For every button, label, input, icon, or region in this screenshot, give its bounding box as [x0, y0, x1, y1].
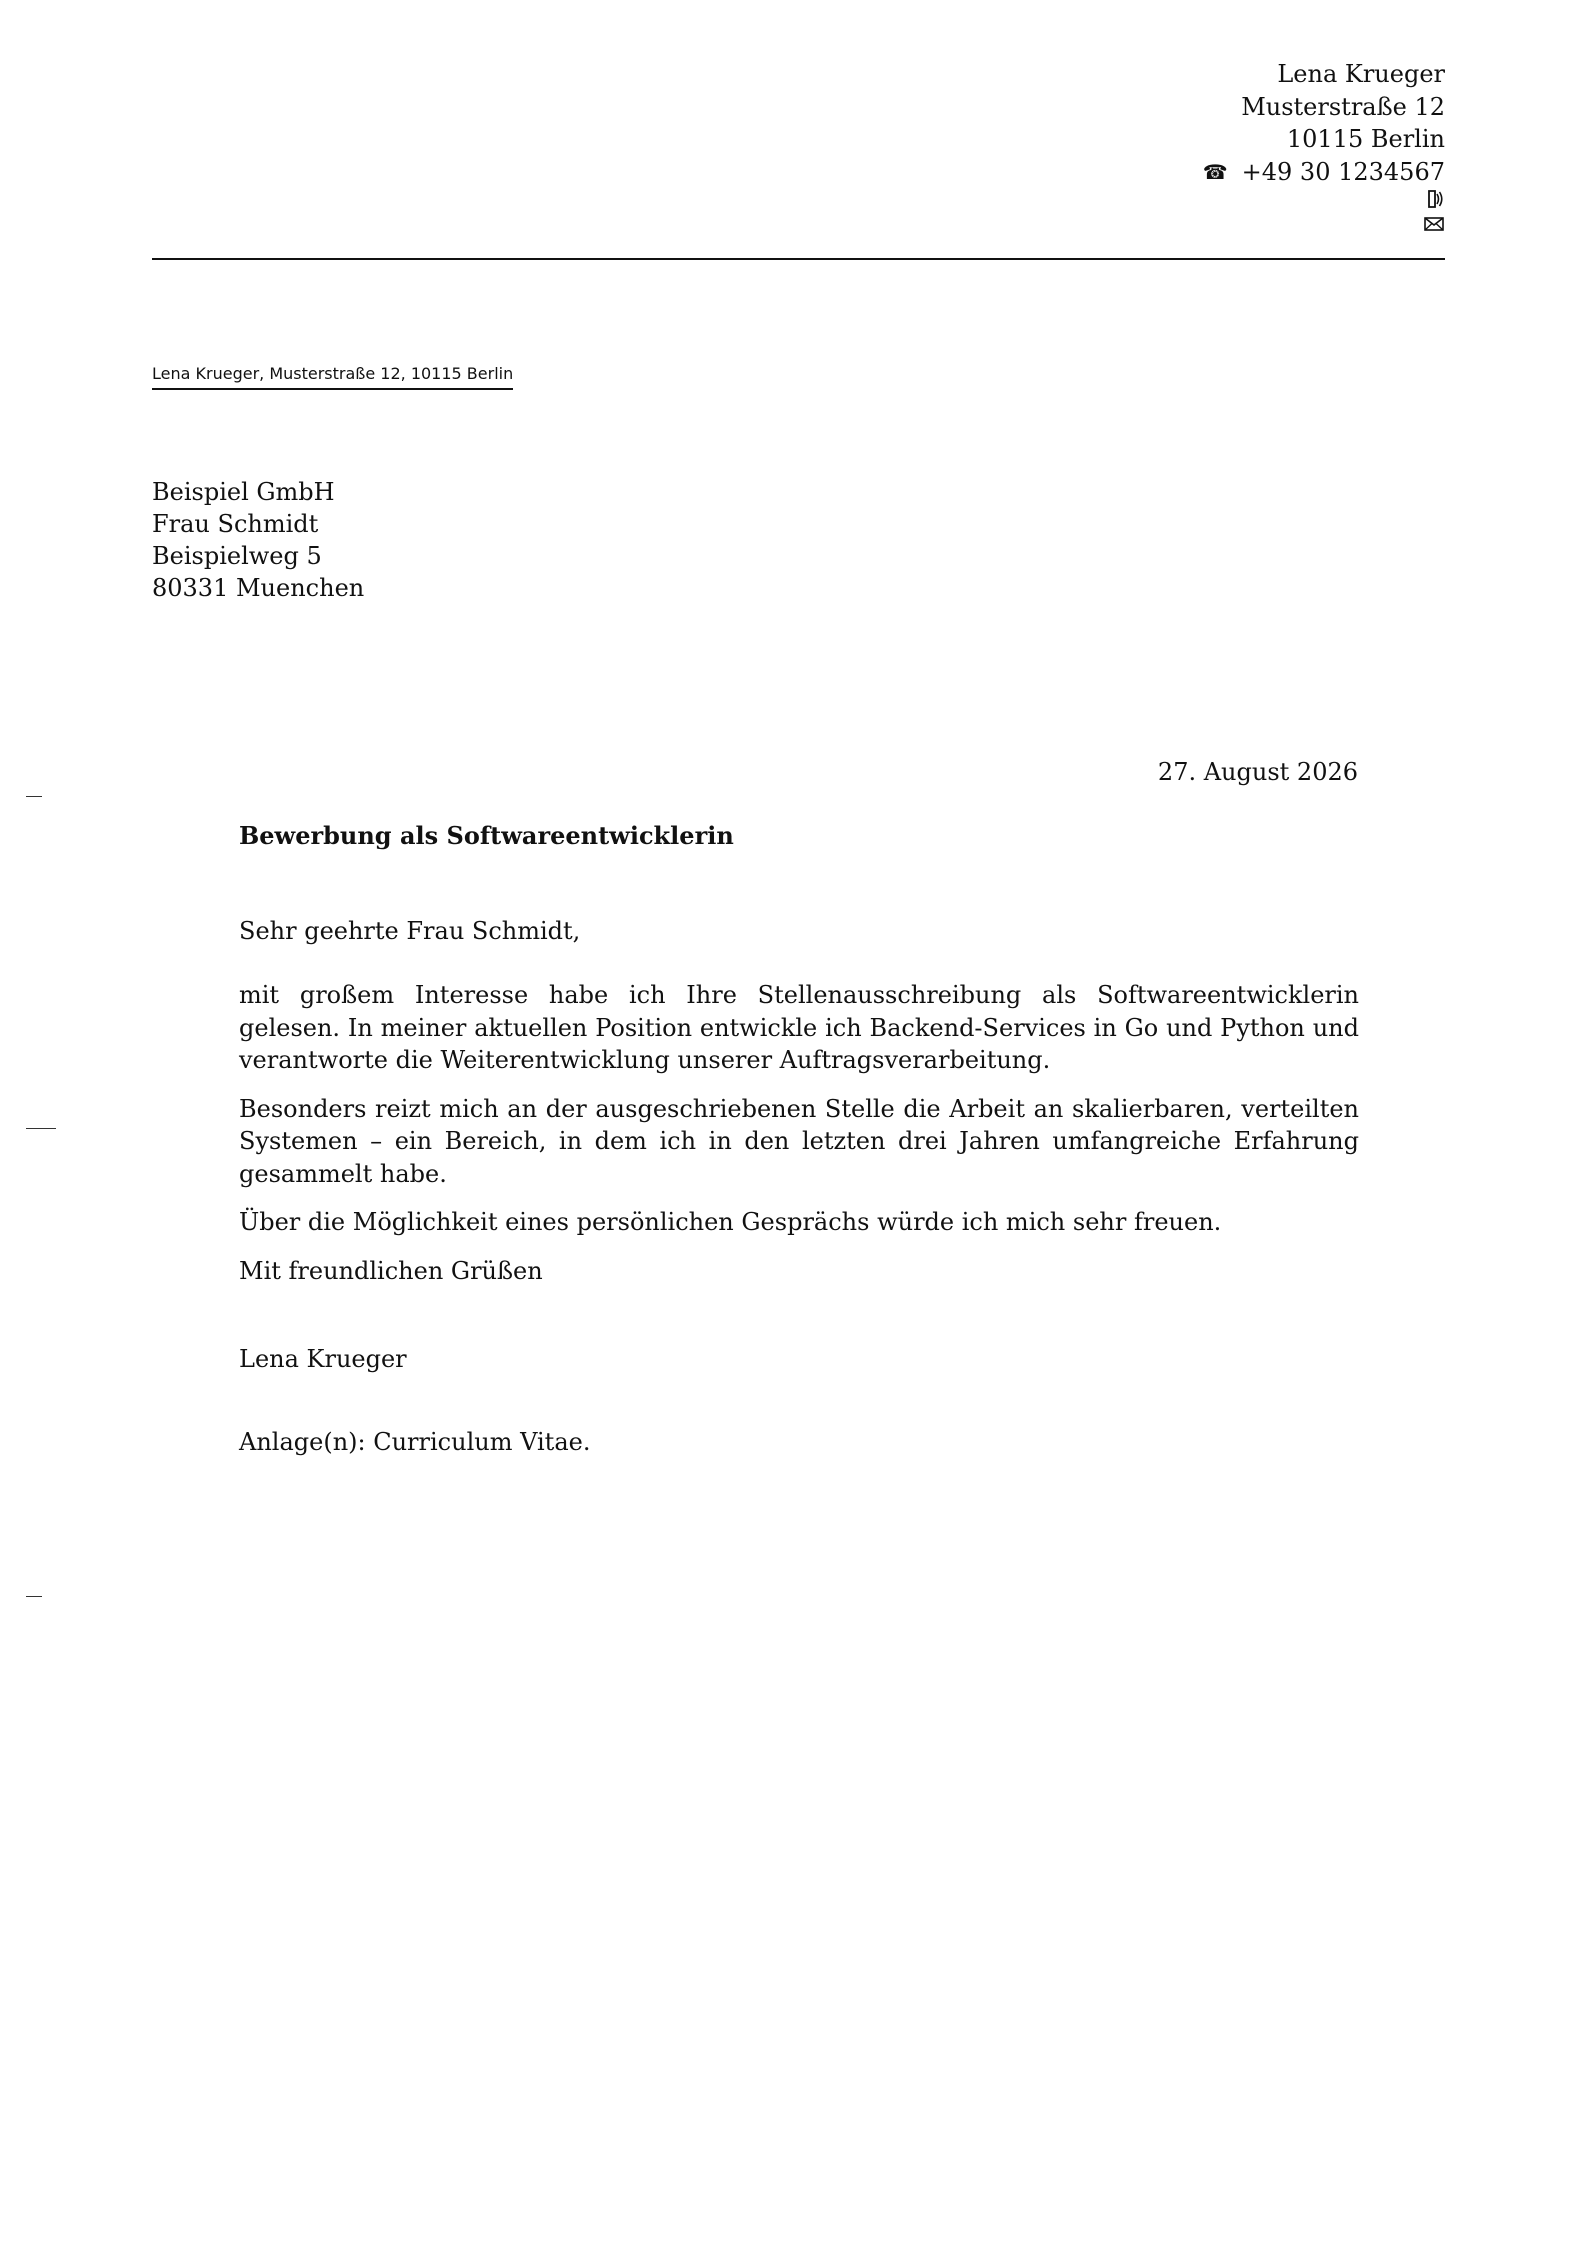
envelope-icon	[1423, 215, 1445, 238]
letter-content	[239, 820, 1359, 1458]
letter-subject: Bewerbung als Softwareentwicklerin	[239, 821, 734, 850]
letter-salutation: Sehr geehrte Frau Schmidt,	[239, 916, 581, 945]
letter-date: 27. August 2026	[1157, 758, 1358, 786]
letter-enclosure: Anlage(n): Curriculum Vitae.	[239, 1427, 591, 1456]
header-rule	[152, 258, 1445, 260]
letter-signature: Lena Krueger	[239, 1345, 407, 1373]
mobile-icon	[1423, 188, 1445, 215]
sender-block	[1203, 58, 1445, 238]
recipient-city: 80331 Muenchen	[152, 574, 365, 602]
punch-mark	[26, 1128, 56, 1129]
fold-mark-bottom	[26, 1596, 42, 1597]
fold-mark-top	[26, 796, 42, 797]
sender-street: Musterstraße 12	[1241, 92, 1445, 121]
envelope-icon-svg	[1423, 215, 1445, 233]
body-paragraph: mit großem Interesse habe ich Ihre Stellenausschreibung als Softwareentwicklerin gelesen. In meiner aktuellen Position entwickle ich Backend-Services in Go und Python und verantworte die Weiterentwicklung unserer Auftragsverarbeitung.	[239, 981, 1359, 1074]
letter-closing: Mit freundlichen Grüßen	[239, 1256, 543, 1285]
recipient-company: Beispiel GmbH	[152, 478, 335, 506]
sender-phone: +49 30 1234567	[1241, 157, 1445, 186]
recipient-block	[152, 476, 364, 604]
recipient-contact: Frau Schmidt	[152, 510, 319, 538]
recipient-street: Beispielweg 5	[152, 542, 322, 570]
sender-phone-line	[1203, 156, 1445, 189]
mobile-icon-svg	[1423, 188, 1445, 210]
phone-icon: ☎	[1202, 159, 1228, 184]
sender-mobile-line	[1203, 188, 1445, 215]
body-paragraph: Besonders reizt mich an der ausgeschriebenen Stelle die Arbeit an skalierbaren, verteilten Systemen – ein Bereich, in dem ich in den letzten drei Jahren umfangreiche Erfahrung gesammelt habe.	[239, 1094, 1359, 1188]
return-address: Lena Krueger, Musterstraße 12, 10115 Berlin	[152, 364, 513, 390]
sender-city: 10115 Berlin	[1286, 125, 1445, 153]
body-paragraph: Über die Möglichkeit eines persönlichen Gesprächs würde ich mich sehr freuen.	[239, 1208, 1222, 1236]
sender-name: Lena Krueger	[1277, 60, 1445, 88]
sender-email-line	[1203, 215, 1445, 238]
